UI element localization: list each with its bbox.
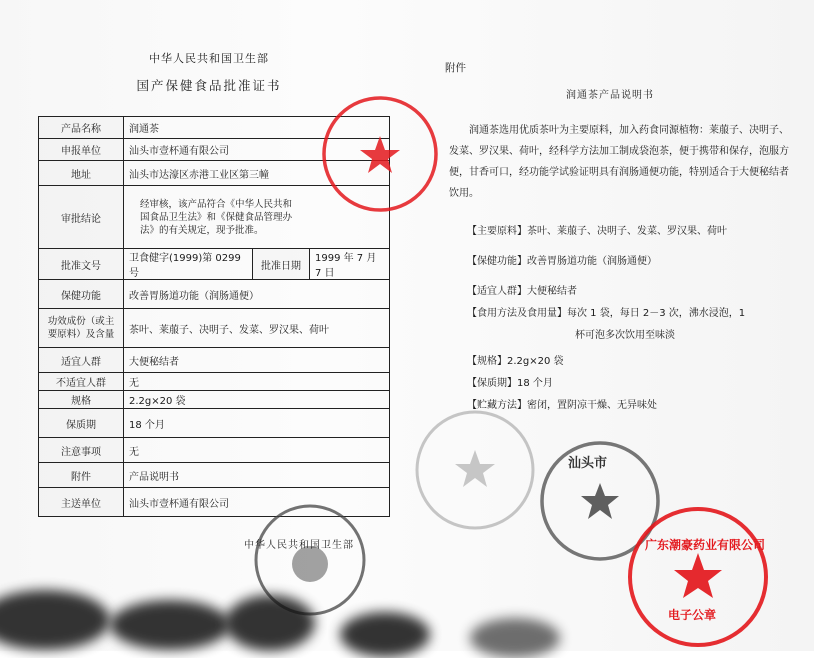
table-row <box>39 280 390 309</box>
item-value: 茶叶、莱菔子、决明子、发菜、罗汉果、荷叶 <box>527 226 727 237</box>
field-value: 茶叶、莱菔子、决明子、发菜、罗汉果、荷叶 <box>124 309 390 348</box>
field-value: 润通茶 <box>124 117 390 139</box>
scan-shadow <box>225 595 315 651</box>
field-value: 大便秘结者 <box>124 348 390 373</box>
faded-company-stamp <box>410 405 540 535</box>
seal-caption: 电子公章 <box>668 608 717 622</box>
field-label: 不适宜人群 <box>39 373 124 391</box>
item-label: 【食用方法及食用量】 <box>467 308 567 319</box>
attachment-label: 附件 <box>445 62 466 74</box>
scan-shadow <box>470 618 560 658</box>
field-label: 产品名称 <box>39 117 124 139</box>
field-label: 审批结论 <box>39 186 124 249</box>
approval-date: 1999 年 7 月 7 日 <box>310 249 390 280</box>
table-row <box>39 309 390 348</box>
item-value: 密闭，置阴凉干燥、无异味处 <box>527 400 657 411</box>
field-value: 汕头市壹杯通有限公司 <box>124 488 390 517</box>
field-value: 产品说明书 <box>124 463 390 488</box>
field-label: 申报单位 <box>39 139 124 161</box>
usage-continuation: 杯可泡多次饮用至味淡 <box>575 330 675 341</box>
field-label: 规格 <box>39 391 124 409</box>
field-value: 汕头市达濠区赤港工业区第三幢 <box>124 161 390 186</box>
date-label: 批准日期 <box>253 249 310 280</box>
item-value: 每次 1 袋，每日 2－3 次，沸水浸泡，1 <box>567 308 746 319</box>
certificate-title: 国产保健食品批准证书 <box>136 78 282 93</box>
item-label: 【适宜人群】 <box>467 286 527 297</box>
ministry-name: 中华人民共和国卫生部 <box>149 52 269 65</box>
field-label: 保质期 <box>39 409 124 438</box>
scan-shadow <box>340 612 430 657</box>
electronic-company-seal <box>624 503 772 651</box>
item-label: 【保质期】 <box>467 378 517 389</box>
item-label: 【贮藏方法】 <box>467 400 527 411</box>
manual-item <box>467 252 657 267</box>
field-label: 地址 <box>39 161 124 186</box>
field-value: 汕头市壹杯通有限公司 <box>124 139 390 161</box>
manual-intro: 润通茶选用优质茶叶为主要原料，加入药食同源植物：莱菔子、决明子、发菜、罗汉果、荷叶，经科学方法加工制成袋泡茶，便于携带和保存，泡服方便，甘香可口，经功能学试验证明具有润肠通便功能，特别适合于大便秘结者饮用。 <box>449 125 789 199</box>
manual-item <box>467 222 727 237</box>
manual-item <box>467 352 564 367</box>
field-label: 主送单位 <box>39 488 124 517</box>
manual-item <box>467 304 745 319</box>
field-label: 适宜人群 <box>39 348 124 373</box>
manual-item <box>467 282 577 297</box>
item-label: 【规格】 <box>467 356 507 367</box>
scan-shadow <box>110 600 230 650</box>
table-row <box>39 463 390 488</box>
item-value: 大便秘结者 <box>527 286 577 297</box>
field-value: 无 <box>124 373 390 391</box>
item-label: 【保健功能】 <box>467 256 527 267</box>
field-value: 18 个月 <box>124 409 390 438</box>
table-row <box>39 249 390 280</box>
ministry-seal-caption: 中华人民共和国卫生部 <box>244 540 354 551</box>
field-label: 注意事项 <box>39 438 124 463</box>
field-value: 无 <box>124 438 390 463</box>
table-row <box>39 348 390 373</box>
table-row <box>39 438 390 463</box>
field-label: 功效成份（或主要原料）及含量 <box>39 309 124 348</box>
table-row <box>39 391 390 409</box>
field-value: 经审核，该产品符合《中华人民共和国食品卫生法》和《保健食品管理办法》的有关规定，现予批准。 <box>124 186 390 249</box>
seal-company-name: 广东潮豪药业有限公司 <box>644 538 765 552</box>
item-label: 【主要原料】 <box>467 226 527 237</box>
field-value: 2.2g×20 袋 <box>124 391 390 409</box>
field-value: 改善胃肠道功能（润肠通便） <box>124 280 390 309</box>
manual-title: 润通茶产品说明书 <box>566 90 654 101</box>
manual-item <box>467 374 553 389</box>
item-value: 改善胃肠道功能（润肠通便） <box>527 256 657 267</box>
field-label: 保健功能 <box>39 280 124 309</box>
item-value: 18 个月 <box>517 378 553 389</box>
item-value: 2.2g×20 袋 <box>507 356 564 367</box>
table-row <box>39 373 390 391</box>
table-row <box>39 409 390 438</box>
approval-number: 卫食健字(1999)第 0299 号 <box>124 249 253 280</box>
field-label: 批准文号 <box>39 249 124 280</box>
field-label: 附件 <box>39 463 124 488</box>
shantou-stamp-text: 汕头市 <box>568 456 608 471</box>
